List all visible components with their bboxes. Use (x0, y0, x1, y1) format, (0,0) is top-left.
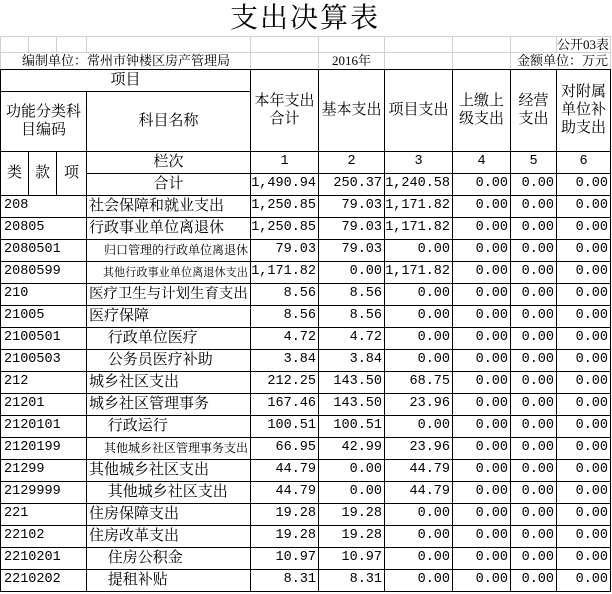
table-row (1, 217, 611, 239)
table-row (1, 525, 611, 547)
row-code: 2120101 (1, 415, 87, 437)
cell-operating-expenditure: 0.00 (511, 503, 557, 525)
cell-project-expenditure: 0.00 (385, 503, 453, 525)
cell-remittance-to-superior: 0.00 (453, 437, 511, 459)
cell-basic-expenditure: 42.99 (319, 437, 385, 459)
reporting-unit: 编制单位：常州市钟楼区房产管理局 (1, 53, 251, 69)
cell-subsidy-to-affiliates: 0.00 (557, 459, 611, 481)
cell-remittance-to-superior: 0.00 (453, 481, 511, 503)
cell-total-expenditure: 8.31 (251, 569, 319, 591)
cell-subsidy-to-affiliates: 0.00 (557, 547, 611, 569)
cell-total-expenditure: 44.79 (251, 459, 319, 481)
cell-subsidy-to-affiliates: 0.00 (557, 393, 611, 415)
cell-project-expenditure: 0.00 (385, 415, 453, 437)
cell-remittance-to-superior: 0.00 (453, 305, 511, 327)
header-class: 类 (1, 151, 29, 195)
row-name: 城乡社区管理事务 (89, 396, 210, 412)
row-name-cell (87, 481, 251, 503)
row-code: 22102 (1, 525, 87, 547)
table-row (1, 437, 611, 459)
form-id: 公开03表 (557, 36, 610, 52)
empty-cell (87, 37, 251, 53)
cell-remittance-to-superior: 0.00 (453, 327, 511, 349)
row-code: 2080599 (1, 261, 87, 283)
table-row (1, 305, 611, 327)
cell-basic-expenditure: 10.97 (319, 547, 385, 569)
table-header (1, 69, 611, 195)
cell-subsidy-to-affiliates: 0.00 (557, 481, 611, 503)
cell-project-expenditure: 1,171.82 (385, 261, 453, 283)
column-index: 2 (319, 151, 385, 173)
row-name-cell (87, 437, 251, 459)
cell-basic-expenditure: 19.28 (319, 525, 385, 547)
cell-remittance-to-superior: 0.00 (453, 503, 511, 525)
cell-remittance-to-superior: 0.00 (453, 217, 511, 239)
cell-subsidy-to-affiliates: 0.00 (557, 437, 611, 459)
row-name-cell (87, 459, 251, 481)
cell-total-expenditure: 19.28 (251, 503, 319, 525)
row-code: 21299 (1, 459, 87, 481)
cell-operating-expenditure: 0.00 (511, 283, 557, 305)
cell-project-expenditure: 0.00 (385, 283, 453, 305)
header-basic-expenditure (319, 69, 385, 151)
row-code: 21201 (1, 393, 87, 415)
cell-operating-expenditure: 0.00 (511, 437, 557, 459)
cell-project-expenditure: 23.96 (385, 393, 453, 415)
cell-remittance-to-superior: 0.00 (453, 459, 511, 481)
cell-project-expenditure: 44.79 (385, 481, 453, 503)
total-total-expenditure: 1,490.94 (251, 173, 319, 195)
row-name: 其他城乡社区管理事务支出 (104, 441, 249, 455)
cell-total-expenditure: 66.95 (251, 437, 319, 459)
table-row (1, 459, 611, 481)
cell-basic-expenditure: 8.56 (319, 305, 385, 327)
cell-remittance-to-superior: 0.00 (453, 547, 511, 569)
cell-subsidy-to-affiliates: 0.00 (557, 349, 611, 371)
empty-cell (319, 37, 385, 53)
header-basic-expenditure-label: 基本支出 (321, 102, 382, 119)
cell-operating-expenditure: 0.00 (511, 371, 557, 393)
row-name-cell (87, 525, 251, 547)
cell-subsidy-to-affiliates: 0.00 (557, 195, 611, 217)
total-operating-expenditure: 0.00 (511, 173, 557, 195)
cell-subsidy-to-affiliates: 0.00 (557, 305, 611, 327)
total-remittance-to-superior: 0.00 (453, 173, 511, 195)
empty-cell (251, 53, 319, 69)
header-project-expenditure (385, 69, 453, 151)
row-name: 行政单位医疗 (107, 330, 198, 346)
row-name: 提租补贴 (107, 572, 168, 588)
header-total-expenditure-label: 本年支出合计 (254, 93, 315, 127)
row-name: 公务员医疗补助 (107, 352, 213, 368)
cell-subsidy-to-affiliates: 0.00 (557, 217, 611, 239)
cell-remittance-to-superior: 0.00 (453, 415, 511, 437)
cell-total-expenditure: 1,250.85 (251, 195, 319, 217)
header-project-expenditure-label: 项目支出 (388, 102, 449, 119)
cell-remittance-to-superior: 0.00 (453, 525, 511, 547)
row-name-cell (87, 305, 251, 327)
cell-operating-expenditure: 0.00 (511, 217, 557, 239)
cell-total-expenditure: 212.25 (251, 371, 319, 393)
empty-cell (29, 37, 57, 53)
cell-operating-expenditure: 0.00 (511, 349, 557, 371)
cell-project-expenditure: 23.96 (385, 437, 453, 459)
header-function-code-label: 功能分类科目编码 (5, 104, 81, 138)
cell-remittance-to-superior: 0.00 (453, 349, 511, 371)
cell-basic-expenditure: 79.03 (319, 217, 385, 239)
report-year: 2016年 (319, 53, 385, 69)
total-project-expenditure: 1,240.58 (385, 173, 453, 195)
column-index-label: 栏次 (87, 151, 251, 173)
cell-operating-expenditure: 0.00 (511, 415, 557, 437)
total-subsidy-to-affiliates: 0.00 (557, 173, 611, 195)
cell-operating-expenditure: 0.00 (511, 393, 557, 415)
cell-basic-expenditure: 8.31 (319, 569, 385, 591)
cell-total-expenditure: 1,171.82 (251, 261, 319, 283)
table-row (1, 481, 611, 503)
row-code: 2100503 (1, 349, 87, 371)
cell-basic-expenditure: 19.28 (319, 503, 385, 525)
cell-total-expenditure: 8.56 (251, 283, 319, 305)
cell-subsidy-to-affiliates: 0.00 (557, 261, 611, 283)
empty-cell (57, 37, 87, 53)
row-name-cell (87, 261, 251, 283)
row-name-cell (87, 503, 251, 525)
row-code: 210 (1, 283, 87, 305)
row-name-cell (87, 239, 251, 261)
cell-subsidy-to-affiliates: 0.00 (557, 503, 611, 525)
header-row (1, 69, 611, 91)
cell-remittance-to-superior: 0.00 (453, 261, 511, 283)
report-info-row (1, 53, 611, 69)
header-subject-name: 科目名称 (87, 91, 251, 151)
row-name-cell (87, 547, 251, 569)
cell-total-expenditure: 1,250.85 (251, 217, 319, 239)
cell-project-expenditure: 0.00 (385, 239, 453, 261)
row-name: 社会保障和就业支出 (89, 198, 225, 214)
column-index: 4 (453, 151, 511, 173)
table-row (1, 327, 611, 349)
table-row (1, 283, 611, 305)
cell-project-expenditure: 0.00 (385, 305, 453, 327)
expenditure-table (0, 69, 611, 592)
row-name-cell (87, 283, 251, 305)
row-name: 行政运行 (107, 418, 168, 434)
table-row (1, 393, 611, 415)
row-code: 2210202 (1, 569, 87, 591)
cell-operating-expenditure: 0.00 (511, 305, 557, 327)
cell-basic-expenditure: 143.50 (319, 371, 385, 393)
empty-cell (511, 37, 557, 53)
header-subsidy-to-affiliates (557, 69, 611, 151)
cell-total-expenditure: 79.03 (251, 239, 319, 261)
cell-basic-expenditure: 0.00 (319, 459, 385, 481)
form-id-row (1, 37, 611, 53)
row-code: 20805 (1, 217, 87, 239)
cell-project-expenditure: 44.79 (385, 459, 453, 481)
cell-operating-expenditure: 0.00 (511, 547, 557, 569)
cell-operating-expenditure: 0.00 (511, 481, 557, 503)
empty-cell (453, 37, 511, 53)
row-name: 其他城乡社区支出 (89, 462, 210, 478)
header-item-level: 项 (57, 151, 87, 195)
cell-basic-expenditure: 4.72 (319, 327, 385, 349)
cell-remittance-to-superior: 0.00 (453, 569, 511, 591)
row-code: 221 (1, 503, 87, 525)
amount-unit: 金额单位：万元 (511, 53, 611, 69)
row-code: 2100501 (1, 327, 87, 349)
column-index: 3 (385, 151, 453, 173)
cell-operating-expenditure: 0.00 (511, 525, 557, 547)
row-name: 住房改革支出 (89, 528, 180, 544)
row-name: 其他行政事业单位离退休支出 (102, 266, 248, 279)
cell-remittance-to-superior: 0.00 (453, 283, 511, 305)
row-name: 归口管理的行政单位离退休 (104, 243, 249, 257)
column-index: 1 (251, 151, 319, 173)
total-label: 合计 (87, 173, 251, 195)
row-name: 其他城乡社区支出 (107, 484, 228, 500)
table-row (1, 371, 611, 393)
cell-project-expenditure: 0.00 (385, 525, 453, 547)
cell-basic-expenditure: 79.03 (319, 195, 385, 217)
row-name: 城乡社区支出 (89, 374, 180, 390)
cell-total-expenditure: 44.79 (251, 481, 319, 503)
header-function-code (1, 91, 87, 151)
cell-subsidy-to-affiliates: 0.00 (557, 569, 611, 591)
cell-total-expenditure: 10.97 (251, 547, 319, 569)
row-name-cell (87, 195, 251, 217)
table-row (1, 569, 611, 591)
column-index: 5 (511, 151, 557, 173)
cell-project-expenditure: 0.00 (385, 327, 453, 349)
table-row (1, 349, 611, 371)
cell-project-expenditure: 0.00 (385, 569, 453, 591)
row-name: 医疗保障 (89, 308, 150, 324)
cell-operating-expenditure: 0.00 (511, 195, 557, 217)
cell-remittance-to-superior: 0.00 (453, 239, 511, 261)
empty-cell (453, 53, 511, 69)
total-basic-expenditure: 250.37 (319, 173, 385, 195)
cell-basic-expenditure: 3.84 (319, 349, 385, 371)
cell-remittance-to-superior: 0.00 (453, 371, 511, 393)
cell-operating-expenditure: 0.00 (511, 569, 557, 591)
cell-operating-expenditure: 0.00 (511, 327, 557, 349)
cell-basic-expenditure: 143.50 (319, 393, 385, 415)
row-name-cell (87, 349, 251, 371)
cell-basic-expenditure: 0.00 (319, 261, 385, 283)
row-name-cell (87, 415, 251, 437)
sheet-title: 支出决算表 (229, 3, 380, 34)
row-code: 2120199 (1, 437, 87, 459)
header-total-expenditure (251, 69, 319, 151)
row-name-cell (87, 327, 251, 349)
cell-remittance-to-superior: 0.00 (453, 393, 511, 415)
row-code: 2129999 (1, 481, 87, 503)
empty-cell (385, 53, 453, 69)
cell-basic-expenditure: 0.00 (319, 481, 385, 503)
row-code: 21005 (1, 305, 87, 327)
cell-project-expenditure: 0.00 (385, 547, 453, 569)
table-row (1, 415, 611, 437)
column-index-row (1, 151, 611, 173)
cell-total-expenditure: 100.51 (251, 415, 319, 437)
empty-cell (251, 37, 319, 53)
cell-subsidy-to-affiliates: 0.00 (557, 415, 611, 437)
row-name-cell (87, 371, 251, 393)
empty-cell (385, 37, 453, 53)
cell-total-expenditure: 4.72 (251, 327, 319, 349)
header-subsidy-to-affiliates-label: 对附属单位补助支出 (561, 84, 607, 136)
row-code: 208 (1, 195, 87, 217)
cell-remittance-to-superior: 0.00 (453, 195, 511, 217)
cell-project-expenditure: 1,171.82 (385, 195, 453, 217)
cell-basic-expenditure: 8.56 (319, 283, 385, 305)
cell-subsidy-to-affiliates: 0.00 (557, 239, 611, 261)
row-code: 212 (1, 371, 87, 393)
row-name-cell (87, 393, 251, 415)
header-remittance-to-superior (453, 69, 511, 151)
header-remittance-to-superior-label: 上缴上级支出 (459, 93, 505, 127)
row-name: 住房公积金 (107, 550, 183, 566)
row-name-cell (87, 569, 251, 591)
cell-basic-expenditure: 100.51 (319, 415, 385, 437)
cell-total-expenditure: 19.28 (251, 525, 319, 547)
row-name: 医疗卫生与计划生育支出 (89, 286, 248, 302)
row-name-cell (87, 217, 251, 239)
row-code: 2210201 (1, 547, 87, 569)
table-row (1, 239, 611, 261)
header-item: 项目 (1, 69, 251, 91)
table-row (1, 547, 611, 569)
cell-project-expenditure: 0.00 (385, 349, 453, 371)
cell-project-expenditure: 68.75 (385, 371, 453, 393)
header-operating-expenditure (511, 69, 557, 151)
cell-basic-expenditure: 79.03 (319, 239, 385, 261)
cell-total-expenditure: 3.84 (251, 349, 319, 371)
total-row (1, 173, 611, 195)
cell-total-expenditure: 167.46 (251, 393, 319, 415)
header-operating-expenditure-label: 经营支出 (518, 93, 549, 127)
table-row (1, 503, 611, 525)
cell-total-expenditure: 8.56 (251, 305, 319, 327)
cell-operating-expenditure: 0.00 (511, 459, 557, 481)
header-section: 款 (29, 151, 57, 195)
sheet-meta-rows (0, 36, 611, 69)
cell-project-expenditure: 1,171.82 (385, 217, 453, 239)
table-row (1, 261, 611, 283)
cell-operating-expenditure: 0.00 (511, 261, 557, 283)
cell-subsidy-to-affiliates: 0.00 (557, 327, 611, 349)
column-index: 6 (557, 151, 611, 173)
empty-cell (1, 37, 29, 53)
table-body (1, 195, 611, 591)
cell-subsidy-to-affiliates: 0.00 (557, 525, 611, 547)
row-name: 行政事业单位离退休 (89, 220, 225, 236)
cell-subsidy-to-affiliates: 0.00 (557, 371, 611, 393)
cell-subsidy-to-affiliates: 0.00 (557, 283, 611, 305)
cell-operating-expenditure: 0.00 (511, 239, 557, 261)
table-row (1, 195, 611, 217)
row-name: 住房保障支出 (89, 506, 180, 522)
row-code: 2080501 (1, 239, 87, 261)
